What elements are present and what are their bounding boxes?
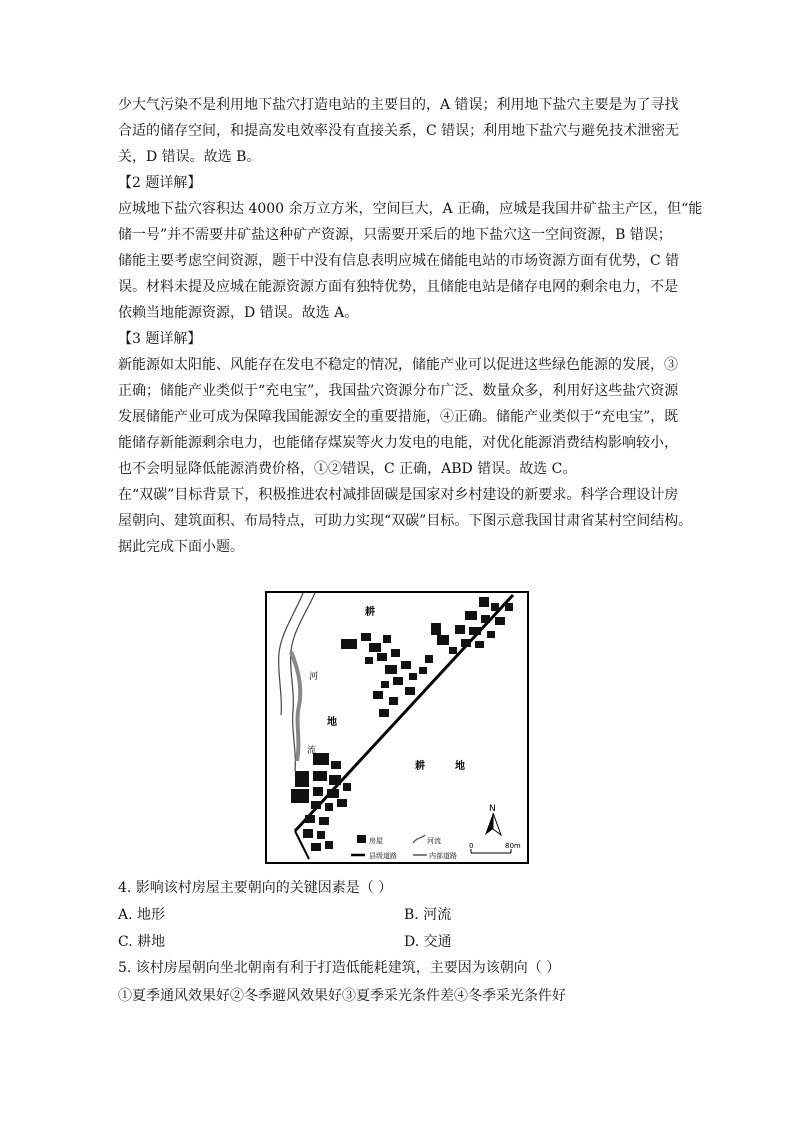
question-4-option-c: C. 耕地 (118, 934, 166, 950)
map-label: 河 (309, 672, 319, 682)
paragraph-line: 据此完成下面小题。 (118, 539, 244, 555)
scale-end: 80m (505, 842, 521, 850)
paragraph-line: 正确；储能产业类似于“充电宝”，我国盐穴资源分布广泛、数量众多，利用好这些盐穴资源 (118, 383, 679, 399)
paragraph-line: 应城地下盐穴容积达 4000 余万立方米，空间巨大，A 正确，应城是我国井矿盐主产区，但“能 (118, 201, 703, 217)
question-5-options: ①夏季通风效果好②冬季避风效果好③夏季采光条件差④冬季采光条件好 (118, 988, 566, 1004)
text-body (118, 92, 703, 560)
question-4-stem: 4. 影响该村房屋主要朝向的关键因素是（ ） (118, 880, 393, 896)
map-label: 流 (307, 746, 317, 756)
section-heading-3: 【3 题详解】 (118, 331, 202, 347)
paragraph-line: 能储存新能源剩余电力，也能储存煤炭等火力发电的电能，对优化能源消费结构影响较小， (118, 435, 678, 451)
legend-river-label: 河流 (427, 837, 441, 845)
legend-house-swatch (357, 835, 366, 843)
paragraph-line: 误。材料未提及应城在能源资源方面有独特优势，且储能电站是储存电网的剩余电力，不是 (118, 279, 678, 295)
paragraph-line: 新能源如太阳能、风能存在发电不稳定的情况，储能产业可以促进这些绿色能源的发展，③ (118, 357, 678, 373)
svg-text:N: N (489, 804, 496, 814)
map-label: 耕 (415, 761, 425, 772)
legend-inner-road-label: 内部道路 (429, 852, 457, 860)
map-label: 耕 (365, 607, 375, 618)
village-map-figure (265, 591, 529, 864)
paragraph-line: 在“双碳”目标背景下，积极推进农村减排固碳是国家对乡村建设的新要求。科学合理设计房 (118, 487, 679, 503)
question-4-option-d: D. 交通 (404, 934, 452, 950)
question-4-option-b: B. 河流 (404, 907, 452, 923)
paragraph-line: 少大气污染不是利用地下盐穴打造电站的主要目的，A 错误；利用地下盐穴主要是为了寻找 (118, 97, 679, 113)
map-label: 地 (455, 761, 465, 772)
question-5-stem: 5. 该村房屋朝向坐北朝南有利于打造低能耗建筑，主要因为该朝向（ ） (118, 960, 561, 976)
section-heading-2: 【2 题详解】 (118, 175, 202, 191)
paragraph-line: 依赖当地能源资源，D 错误。故选 A。 (118, 305, 359, 321)
paragraph-line: 也不会明显降低能源消费价格，①②错误，C 正确，ABD 错误。故选 C。 (118, 461, 577, 477)
paragraph-line: 储一号”并不需要井矿盐这种矿产资源，只需要开采后的地下盐穴这一空间资源，B 错误； (118, 227, 672, 243)
map-label: 地 (327, 717, 337, 728)
paragraph-line: 合适的储存空间，和提高发电效率没有直接关系，C 错误；利用地下盐穴与避免技术泄密无 (118, 123, 680, 139)
legend-county-road-label: 县级道路 (369, 852, 397, 860)
paragraph-line: 储能主要考虑空间资源，题干中没有信息表明应城在储能电站的市场资源方面有优势，C 错 (118, 253, 680, 269)
paragraph-line: 屋朝向、建筑面积、布局特点，可助力实现“双碳”目标。下图示意我国甘肃省某村空间结构。 (118, 513, 693, 529)
scale-zero: 0 (469, 842, 474, 850)
village-map (265, 591, 529, 864)
question-4-option-a: A. 地形 (118, 907, 166, 923)
paragraph-line: 关，D 错误。故选 B。 (118, 149, 261, 165)
paragraph-line: 发展储能产业可成为保障我国能源安全的重要措施，④正确。储能产业类似于“充电宝”，既 (118, 409, 679, 425)
legend-house-label: 房屋 (369, 837, 383, 845)
